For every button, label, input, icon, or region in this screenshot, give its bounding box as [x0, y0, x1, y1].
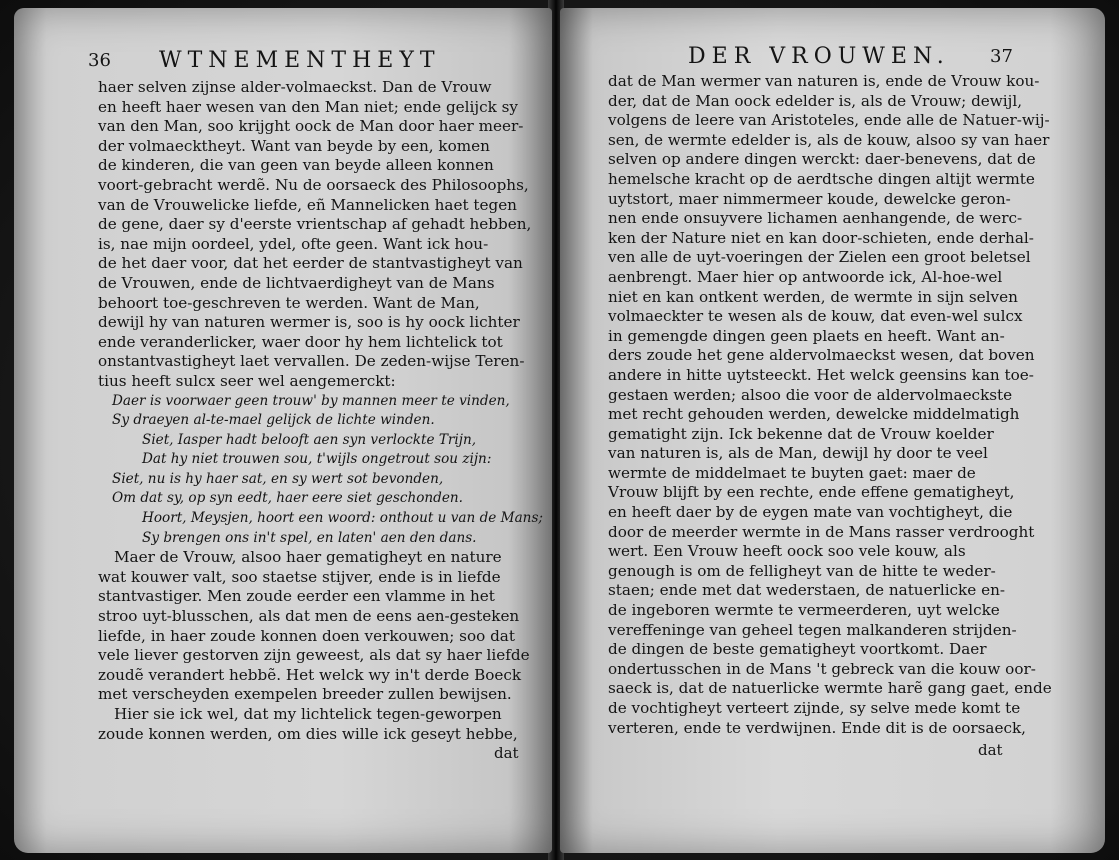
verse-line: Siet, Iasper hadt belooft aen syn verlockte Trijn,: [142, 431, 477, 448]
right-page: [560, 8, 1105, 853]
text-line: volmaeckter te wesen als de kouw, dat even-wel sulcx: [608, 307, 1023, 326]
text-line: stantvastiger. Men zoude eerder een vlamme in het: [98, 587, 495, 606]
text-line: ders zoude het gene aldervolmaeckst wesen, dat boven: [608, 346, 1035, 365]
text-line: hemelsche kracht op de aerdtsche dingen altijt wermte: [608, 169, 1035, 188]
prose-block: [98, 78, 543, 392]
text-line: tius heeft sulcx seer wel aengemerckt:: [98, 371, 396, 390]
text-line: met recht gehouden werden, dewelcke middelmatigh: [608, 405, 1020, 424]
text-line: andere in hitte uytsteeckt. Het welck geensins kan toe-: [608, 365, 1034, 384]
text-line: ven alle de uyt-voeringen der Zielen een groot beletsel: [608, 248, 1031, 267]
text-line: ken der Nature niet en kan door-schieten, ende derhal-: [608, 228, 1034, 247]
text-line: nen ende onsuyvere lichamen aenhangende, de werc-: [608, 209, 1023, 228]
text-line: de vochtigheyt verteert zijnde, sy selve mede komt te: [608, 699, 1021, 717]
text-line: de ingeboren wermte te vermeerderen, uyt welcke: [608, 601, 1000, 620]
verse-line: Dat hy niet trouwen sou, t'wijls ongetrout sou zijn:: [142, 451, 492, 468]
text-line: der volmaecktheyt. Want van beyde by een, komen: [98, 136, 490, 155]
verse-line: Sy brengen ons in't spel, en laten' aen den dans.: [142, 529, 477, 546]
text-line: van naturen is, als de Man, dewijl hy door te veel: [608, 444, 988, 463]
text-line: uytstort, maer nimmermeer koude, dewelcke geron-: [608, 189, 1011, 208]
text-line: selven op andere dingen werckt: daer-benevens, dat de: [608, 150, 1036, 169]
text-line: vele liever gestorven zijn geweest, als dat sy haer liefde: [98, 646, 530, 665]
text-line: vereffeninge van geheel tegen malkanderen strijden-: [608, 620, 1017, 639]
verse-line: Daer is voorwaer geen trouw' by mannen meer te vinden,: [112, 392, 510, 409]
verse-line: Om dat sy, op syn eedt, haer eere siet geschonden.: [112, 490, 463, 507]
text-line: wat kouwer valt, soo staetse stijver, ende is in liefde: [98, 567, 501, 586]
text-line: zoudẽ verandert hebbẽ. Het welck wy in't derde Boeck: [98, 665, 522, 684]
text-line: genough is om de felligheyt van de hitte te weder-: [608, 561, 996, 580]
verse-line: Hoort, Meysjen, hoort een woord: onthout u van de Mans;: [142, 510, 543, 527]
running-head: DER VROUWEN.: [688, 44, 950, 69]
text-line: en heeft daer by de eygen mate van vochtigheyt, die: [608, 503, 1013, 522]
text-line: ondertusschen in de Mans 't gebreck van die kouw oor-: [608, 659, 1036, 678]
text-line: dat de Man wermer van naturen is, ende de Vrouw kou-: [608, 72, 1040, 90]
left-page: [14, 8, 552, 853]
text-line: volgens de leere van Aristoteles, ende alle de Natuer-wij-: [608, 111, 1050, 130]
text-line: met verscheyden exempelen breeder zullen bewijsen.: [98, 685, 512, 704]
text-line: de gene, daer sy d'eerste vrientschap af gehadt hebben,: [98, 215, 532, 234]
text-line: in gemengde dingen geen plaets en heeft. Want an-: [608, 326, 1005, 345]
catchword: dat: [494, 744, 519, 762]
text-line: de het daer voor, dat het eerder de stantvastigheyt van: [98, 254, 523, 273]
text-line: Maer de Vrouw, alsoo haer gematigheyt en nature: [114, 548, 502, 567]
verse-line: Sy draeyen al-te-mael gelijck de lichte winden.: [112, 412, 435, 429]
text-line: liefde, in haer zoude konnen doen verkouwen; soo dat: [98, 626, 515, 645]
text-line: dewijl hy van naturen wermer is, soo is hy oock lichter: [98, 313, 520, 332]
text-line: staen; ende met dat wederstaen, de natuerlicke en-: [608, 581, 1005, 600]
text-line: stroo uyt-blusschen, als dat men de eens aen-gesteken: [98, 607, 520, 626]
left-page-body: [98, 78, 543, 744]
page-number: 37: [990, 46, 1013, 67]
text-line: gestaen werden; alsoo die voor de aldervolmaeckste: [608, 385, 1013, 404]
verse-line: Siet, nu is hy haer sat, en sy wert sot bevonden,: [112, 470, 444, 487]
catchword: dat: [978, 741, 1003, 759]
text-line: niet en kan ontkent werden, de wermte in sijn selven: [608, 287, 1018, 306]
text-line: Hier sie ick wel, dat my lichtelick tegen-geworpen: [114, 705, 502, 723]
prose-block: [98, 548, 543, 744]
text-line: door de meerder wermte in de Mans rasser verdrooght: [608, 522, 1035, 541]
text-line: gematight zijn. Ick bekenne dat de Vrouw koelder: [608, 424, 994, 443]
running-head: WTNEMENTHEYT: [159, 48, 441, 73]
text-line: der, dat de Man oock edelder is, als de Vrouw; dewijl,: [608, 91, 1023, 110]
text-line: is, nae mijn oordeel, ydel, ofte geen. Want ick hou-: [98, 234, 489, 253]
text-line: saeck is, dat de natuerlicke wermte harẽ gang gaet, ende: [608, 679, 1052, 698]
text-line: aenbrengt. Maer hier op antwoorde ick, Al-hoe-wel: [608, 267, 1003, 286]
text-line: de kinderen, die van geen van beyde alleen konnen: [98, 156, 494, 175]
text-line: behoort toe-geschreven te werden. Want de Man,: [98, 293, 480, 312]
text-line: van de Vrouwelicke liefde, eñ Mannelicken haet tegen: [98, 195, 517, 214]
text-line: Vrouw blijft by een rechte, ende effene gematigheyt,: [608, 483, 1015, 502]
text-line: en heeft haer wesen van den Man niet; ende gelijck sy: [98, 97, 518, 116]
text-line: onstantvastigheyt laet vervallen. De zeden-wijse Teren-: [98, 352, 525, 371]
text-line: de dingen de beste gematigheyt voortkomt. Daer: [608, 640, 987, 659]
text-line: zoude konnen werden, om dies wille ick geseyt hebbe,: [98, 724, 518, 743]
page-number: 36: [88, 50, 111, 71]
text-line: wert. Een Vrouw heeft oock soo vele kouw, als: [608, 542, 966, 561]
text-line: de Vrouwen, ende de lichtvaerdigheyt van de Mans: [98, 273, 495, 292]
text-line: voort-gebracht werdẽ. Nu de oorsaeck des Philosoophs,: [98, 175, 529, 194]
text-line: verteren, ende te verdwijnen. Ende dit is de oorsaeck,: [608, 718, 1027, 737]
text-line: ende veranderlicker, waer door hy hem lichtelick tot: [98, 332, 503, 351]
text-line: sen, de wermte edelder is, als de kouw, alsoo sy van haer: [608, 130, 1050, 149]
text-line: haer selven zijnse alder-volmaeckst. Dan de Vrouw: [98, 78, 492, 96]
text-line: wermte de middelmaet te buyten gaet: maer de: [608, 463, 976, 482]
right-page-body: [608, 72, 1052, 738]
text-line: van den Man, soo krijght oock de Man door haer meer-: [98, 117, 524, 136]
verse-block: [98, 392, 543, 549]
